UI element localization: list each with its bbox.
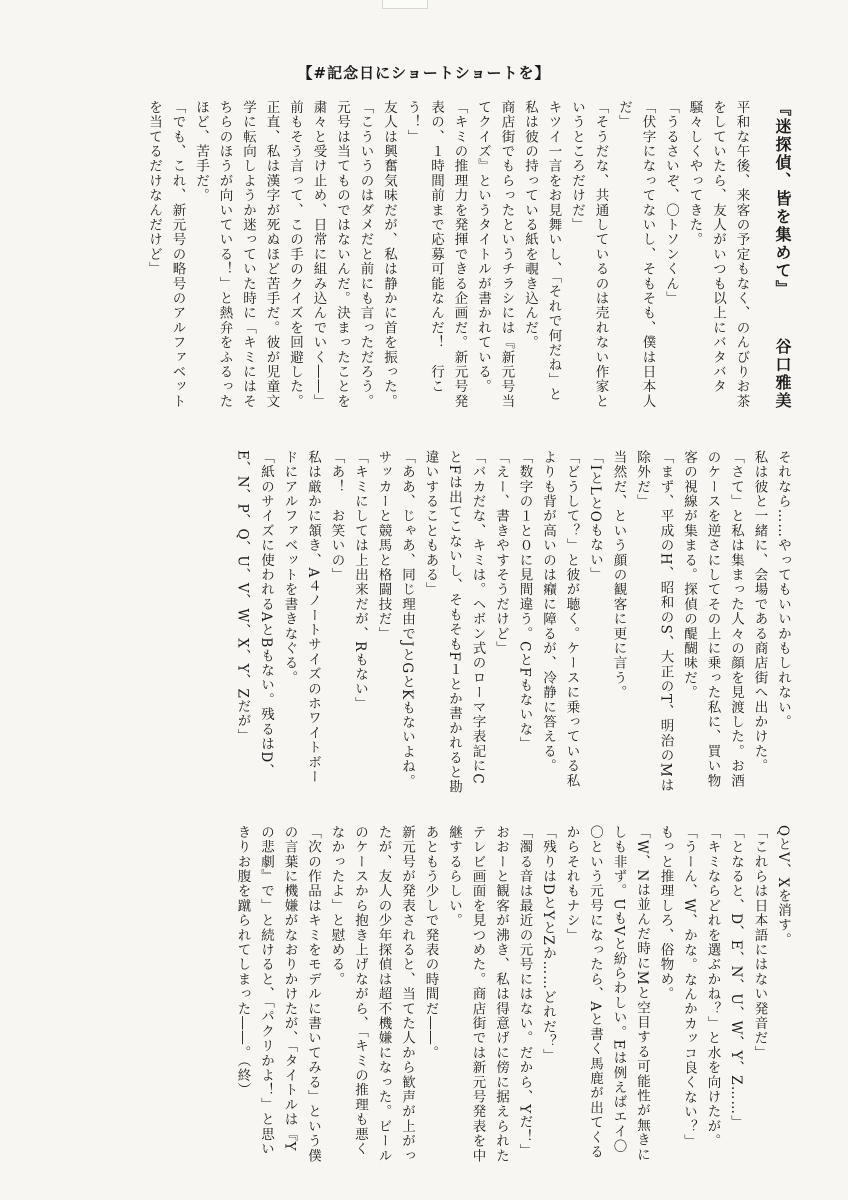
paragraph: 「W、Nは並んだ時にMと空目する可能性が無きにしも非ず。UもVと紛らわしい。Eは例えばエイ〇〇という元号になったら、Aと書く馬鹿が出てくるからそれもナシ」 (563, 825, 650, 1163)
paragraph: 「こういうのはダメだと前にも言っただろう。元号は当てものではないんだ。決まったことを粛々と受け止め、日常に組み込んでいく――」 (310, 100, 374, 409)
paragraph: 「さて」と私は集まった人々の顔を見渡した。お酒のケースを逆さにしてその上に乗った私に、買い物客の視線が集まる。探偵の醍醐味だ。 (681, 450, 744, 789)
paragraph: 商店街でもらったというチラシには『新元号当てクイズ』というタイトルが書かれている。 (475, 100, 515, 409)
paragraph: それなら……やってもいいかもしれない。 (775, 450, 791, 730)
paragraph: 「どうして？」と彼が聴く。ケースに乗っている私よりも背が高いのは癪に障るが、冷静に答える。 (540, 450, 580, 789)
paragraph: 私は厳かに頷き、A４ノートサイズのホワイトボードにアルファベットを書きなぐる。 (281, 450, 321, 785)
paragraph: 「えー、書きやすそうだけど」 (493, 450, 509, 656)
paragraph: 「ああ、じゃあ、同じ理由でJとGとKもないよね。サッカーと競馬と格闘技だ」 (375, 450, 415, 789)
paragraph: 「濁る音は最近の元号にはない。だから、Yだ！」 (516, 825, 533, 1159)
paragraph: あともう少しで発表の時間だ――。 (422, 825, 439, 1061)
paragraph: 友人は興奮気味だが、私は静かに首を振った。 (381, 100, 397, 409)
text-tier-top (88, 100, 794, 410)
paragraph: 「まず、平成のH、昭和のS、大正のT、明治のMは除外だ」 (634, 450, 674, 793)
paragraph: 「バカだな、キミは。ヘボン式のローマ字表記にCとFは出てこないし、そもそもF１とか書かれると勘違いすることもある」 (422, 450, 486, 795)
text-tier-middle (88, 450, 794, 795)
paragraph: 「紙のサイズに使われるAとBもない。残るはD、E、N、P、Q、U、V、W、X、Y、Zだが」 (234, 450, 274, 779)
paragraph: 私は彼と一緒に、会場である商店街へ出かけた。 (751, 450, 768, 774)
paragraph: 「数字の１と０に見間違う。CとFもないな」 (516, 450, 533, 752)
paragraph: 当然だ、という顔の観客に更に言う。 (610, 450, 627, 700)
paragraph: 「キミにしては上出来だが、Rもない」 (352, 450, 368, 712)
story-title-line (771, 100, 795, 410)
story-title: 『迷探偵、皆を集めて』 (773, 100, 792, 298)
paragraph: 「キミの推理力を発揮できる企画だ。新元号発表の、１時間前まで応募可能なんだ！ 行こう！」 (404, 100, 468, 409)
paragraph: 新元号が発表されると、当てた人から歓声が上がったが、友人の少年探偵は超不機嫌になった。ビールのケースから抱き上げながら、「キミの推理も悪くなかったよ」と慰める。 (328, 825, 415, 1164)
story-author: 谷口雅美 (773, 338, 792, 410)
paragraph: キツイ一言をお見舞いし、「それで何だね」と私は彼の持っている紙を覗き込んだ。 (522, 100, 562, 402)
paragraph: 「キミならどれを選ぶかね？」と水を向けたが。 (704, 825, 721, 1149)
paragraph: 「残りはDとYとZか……どれだ？」 (540, 825, 556, 1064)
text-tier-bottom (88, 825, 794, 1165)
paragraph: 平和な午後、来客の予定もなく、のんびりお茶をしていたら、友人がいつも以上にバタバタ騒々しくやってきた。 (686, 100, 750, 409)
page-header: 【#記念日にショートショートを】 (297, 64, 551, 82)
paragraph: 「そうだな、共通しているのは売れない作家というところだけだ」 (569, 100, 609, 409)
paragraph: QとV、Xを消す。 (775, 825, 791, 948)
page-top-mark (382, 0, 428, 9)
paragraph: 「うーん、W、かな。なんかカッコ良くない？」 (681, 825, 697, 1149)
paragraph: 「あ！ お笑いの」 (328, 450, 345, 583)
paragraph: 「これらは日本語にはない発音だ」 (751, 825, 768, 1061)
paragraph: 「でも、これ、新元号の略号のアルファベットを当てるだけなんだけど」 (146, 100, 186, 409)
paragraph: 「うるさいぞ、〇トソンくん」 (663, 100, 679, 306)
paragraph: 前もそう言って、この手のクイズを回避した。正直、私は漢字が死ぬほど苦手だ。彼が児童文学に転向しようか迷っていた時に「キミにはそちらのほうが向いている！」と熱弁をふるったほど、苦手だ。 (193, 100, 303, 409)
paragraph: もっと推理しろ、俗物め。 (657, 825, 674, 1002)
paragraph: 「伏字になってないし、そもそも、僕は日本人だ」 (616, 100, 656, 409)
paragraph: おおーと観客が沸き、私は得意げに傍に据えられたテレビ画面を見つめた。商店街では新元号発表を中継するらしい。 (446, 825, 509, 1164)
paragraph: 「となると、D、E、N、U、W、Y、Z……」 (728, 825, 744, 1130)
paragraph: 「IとLとOもない」 (587, 450, 603, 582)
paragraph: 「次の作品はキミをモデルに書いてみる」という僕の言葉に機嫌がなおりかけたが、「タイトルは『Yの悲劇』で」と続けると、「パクリかよ！」と思いきりお腹を蹴られてしまった――。（終） (234, 825, 321, 1164)
